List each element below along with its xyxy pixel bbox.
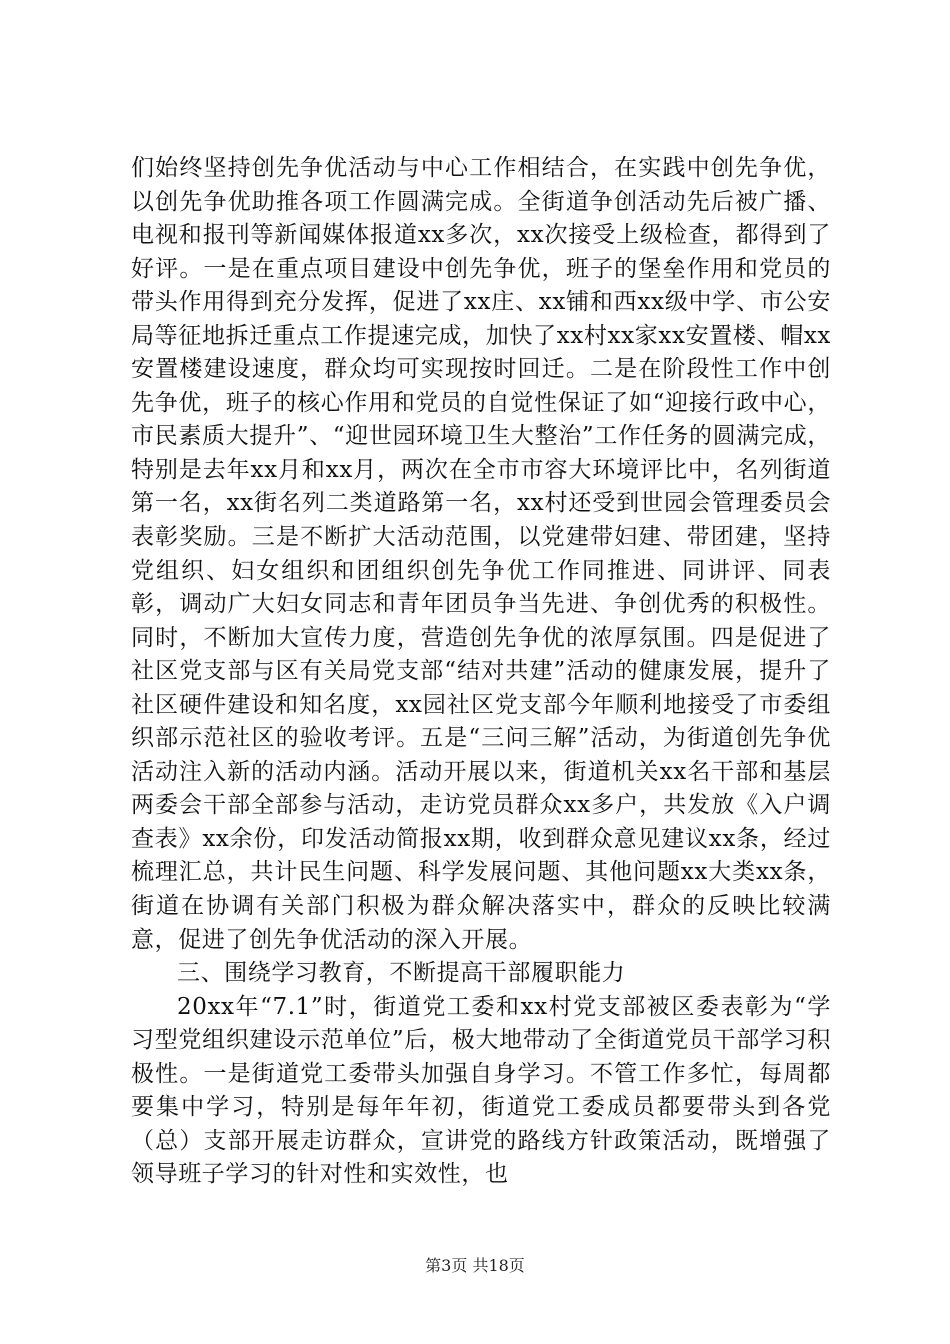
- section-heading: 三、围绕学习教育，不断提高干部履职能力: [177, 960, 626, 987]
- document-body: [131, 152, 831, 1192]
- paragraph-continuation: 们始终坚持创先争优活动与中心工作相结合，在实践中创先争优，以创先争优助推各项工作圆满完成。全街道争创活动先后被广播、电视和报刊等新闻媒体报道xx多次，xx次接受上级检查，都得到了好评。一是在重点项目建设中创先争优，班子的堡垒作用和党员的带头作用得到充分发挥，促进了xx庄、xx铺和西xx级中学、市公安局等征地拆迁重点工作提速完成，加快了xx村xx家xx安置楼、帽xx安置楼建设速度，群众均可实现按时回迁。二是在阶段性工作中创先争优，班子的核心作用和党员的自觉性保证了如“迎接行政中心，市民素质大提升”、“迎世园环境卫生大整治”工作任务的圆满完成，特别是去年xx月和xx月，两次在全市市容大环境评比中，名列街道第一名，xx街名列二类道路第一名，xx村还受到世园会管理委员会表彰奖励。三是不断扩大活动范围，以党建带妇建、带团建，坚持党组织、妇女组织和团组织创先争优工作同推进、同讲评、同表彰，调动广大妇女同志和青年团员争当先进、争创优秀的积极性。同时，不断加大宣传力度，营造创先争优的浓厚氛围。四是促进了社区党支部与区有关局党支部“结对共建”活动的健康发展，提升了社区硬件建设和知名度，xx园社区党支部今年顺利地接受了市委组织部示范社区的验收考评。五是“三问三解”活动，为街道创先争优活动注入新的活动内涵。活动开展以来，街道机关xx名干部和基层两委会干部全部参与活动，走访党员群众xx多户，共发放《入户调查表》xx余份，印发活动简报xx期，收到群众意见建议xx条，经过梳理汇总，共计民生问题、科学发展问题、其他问题xx大类xx条，街道在协调有关部门积极为群众解决落实中，群众的反映比较满意，促进了创先争优活动的深入开展。: [131, 155, 832, 953]
- page-footer: 第3页 共18页: [425, 1256, 525, 1275]
- paragraph-body: 20xx年“7.1”时，街道党工委和xx村党支部被区委表彰为“学习型党组织建设示范单位”后，极大地带动了全街道党员干部学习积极性。一是街道党工委带头加强自身学习。不管工作多忙，每周都要集中学习，特别是每年年初，街道党工委成员都要带头到各党（总）支部开展走访群众，宣讲党的路线方针政策活动，既增强了领导班子学习的针对性和实效性，也: [131, 993, 831, 1188]
